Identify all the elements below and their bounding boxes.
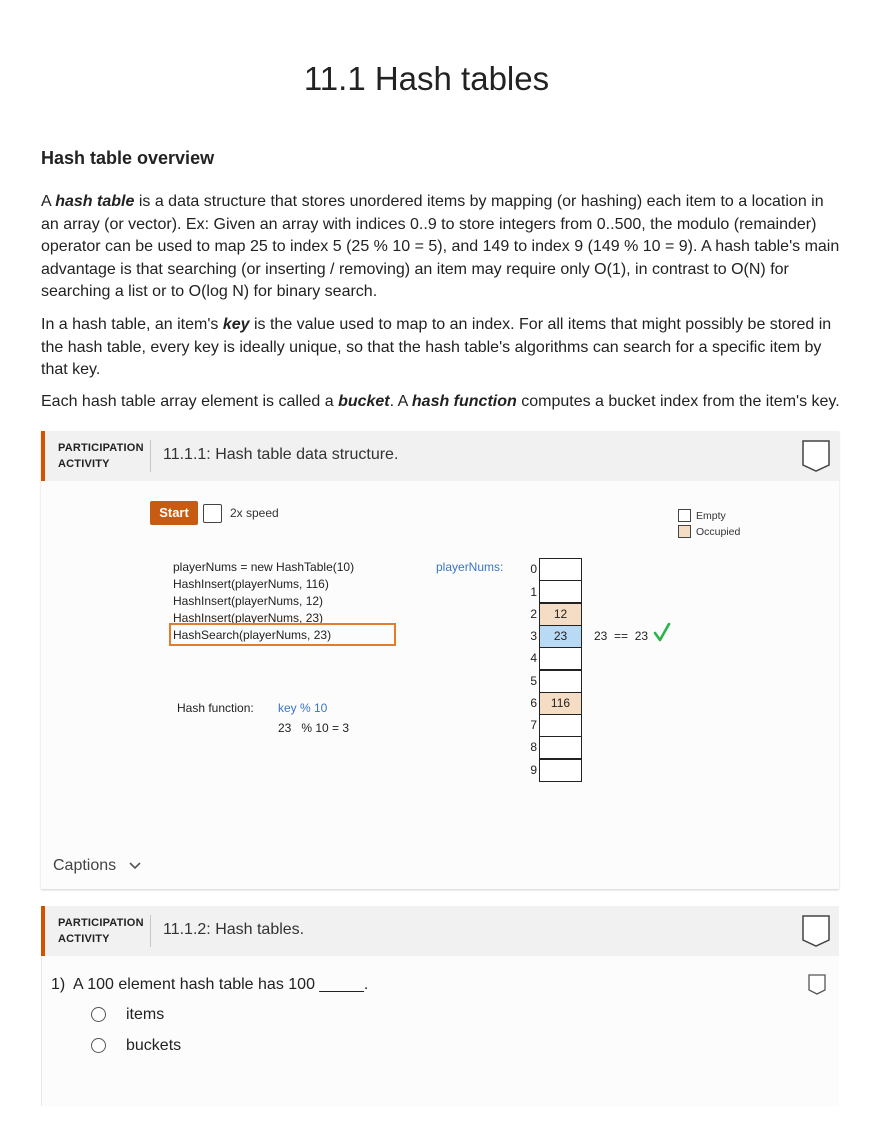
- hash-function-expression: key % 10: [278, 701, 328, 715]
- term-hash-table: hash table: [55, 193, 135, 210]
- activity-header: [41, 431, 839, 481]
- participation-activity-1: [41, 431, 839, 889]
- legend-occupied-swatch: [678, 525, 691, 538]
- bucket-cell: [539, 558, 582, 581]
- bucket-index: 5: [530, 674, 537, 688]
- activity-title: 11.1.2: Hash tables.: [163, 921, 305, 938]
- bucket-index: 8: [530, 740, 537, 754]
- legend-empty-swatch: [678, 509, 691, 522]
- bucket-cell-occupied: 116: [539, 692, 582, 715]
- activity-title: 11.1.1: Hash table data structure.: [163, 446, 399, 463]
- participation-activity-2: [41, 906, 839, 1106]
- legend-empty-label: Empty: [696, 510, 726, 522]
- paragraph-bucket: Each hash table array element is called a bucket. A hash function computes a bucket index from the item's key.: [41, 393, 840, 410]
- bucket-cell: [539, 647, 582, 670]
- option-label-buckets[interactable]: buckets: [126, 1037, 182, 1054]
- term-bucket: bucket: [338, 393, 390, 410]
- question-text: A 100 element hash table has 100 _____.: [73, 976, 369, 993]
- bucket-index: 7: [530, 718, 537, 732]
- legend-occupied-label: Occupied: [696, 526, 741, 538]
- activity-label: PARTICIPATION ACTIVITY: [58, 917, 144, 945]
- array-label: playerNums:: [436, 560, 504, 574]
- bucket-cell-occupied: 12: [539, 603, 582, 626]
- animation-area: [41, 481, 839, 889]
- start-button[interactable]: Start: [150, 501, 198, 525]
- captions-toggle[interactable]: [53, 857, 141, 875]
- bucket-index: 6: [530, 696, 537, 710]
- code-line: playerNums = new HashTable(10): [173, 560, 355, 574]
- term-hash-function: hash function: [411, 393, 517, 410]
- hash-calculation: 23 % 10 = 3: [278, 721, 350, 735]
- paragraph-hash-table: A hash table is a data structure that stores unordered items by mapping (or hashing) each item to a location in an array (or vector). Ex: Given an array with indices 0..9 to store integers from 0..500, the modulo (remainder) operator can be used to map 25 to index 5 (25 % 10 = 5), and 149 to index 9 (149 % 10 = 9). A hash table's main advantage is that searching (or inserting / removing) an item may require only O(1), in contrast to O(N) for searching a list or to O(log N) for binary search.: [41, 193, 840, 301]
- code-line: HashInsert(playerNums, 116): [173, 577, 329, 591]
- code-line-current: HashSearch(playerNums, 23): [173, 628, 332, 642]
- radio-option-buckets[interactable]: [91, 1038, 106, 1053]
- comparison-text: 23 == 23: [594, 629, 649, 643]
- bucket-index: 0: [530, 562, 537, 576]
- page-title: 11.1 Hash tables: [303, 60, 550, 97]
- speed-label: 2x speed: [230, 506, 279, 520]
- bucket-index: 9: [530, 763, 537, 777]
- activity-header: [41, 906, 839, 956]
- bucket-index: 4: [530, 651, 537, 665]
- bookmark-icon[interactable]: [802, 915, 830, 947]
- bucket-index: 3: [530, 629, 537, 643]
- bucket-cell: [539, 759, 582, 782]
- activity-label: PARTICIPATION ACTIVITY: [58, 442, 144, 470]
- question-number: 1): [51, 976, 66, 993]
- header-divider: [150, 440, 151, 472]
- bucket-cell: [539, 670, 582, 693]
- option-label-items[interactable]: items: [126, 1006, 165, 1023]
- hash-function-label: Hash function:: [177, 701, 254, 715]
- question-bookmark-icon[interactable]: [808, 974, 826, 995]
- bucket-index: 2: [530, 607, 537, 621]
- bucket-cell: [539, 736, 582, 759]
- chevron-down-icon: [129, 862, 141, 870]
- code-line: HashInsert(playerNums, 23): [173, 611, 324, 625]
- checkmark-icon: [653, 622, 671, 642]
- bucket-cell-searched: 23: [539, 625, 582, 648]
- bucket-index: 1: [530, 585, 537, 599]
- term-key: key: [222, 316, 250, 333]
- bookmark-icon[interactable]: [802, 440, 830, 472]
- bucket-cell: [539, 714, 582, 737]
- paragraph-key: In a hash table, an item's key is the value used to map to an index. For all items that might possibly be stored in the hash table, every key is ideally unique, so that the hash table's algorithms can search for a specific item by that key.: [41, 316, 832, 379]
- header-divider: [150, 915, 151, 947]
- speed-checkbox[interactable]: [203, 504, 222, 523]
- captions-label: Captions: [53, 857, 117, 874]
- radio-option-items[interactable]: [91, 1007, 106, 1022]
- bucket-cell: [539, 580, 582, 603]
- section-heading: Hash table overview: [41, 148, 215, 168]
- code-line: HashInsert(playerNums, 12): [173, 594, 324, 608]
- question-area: [41, 956, 840, 1106]
